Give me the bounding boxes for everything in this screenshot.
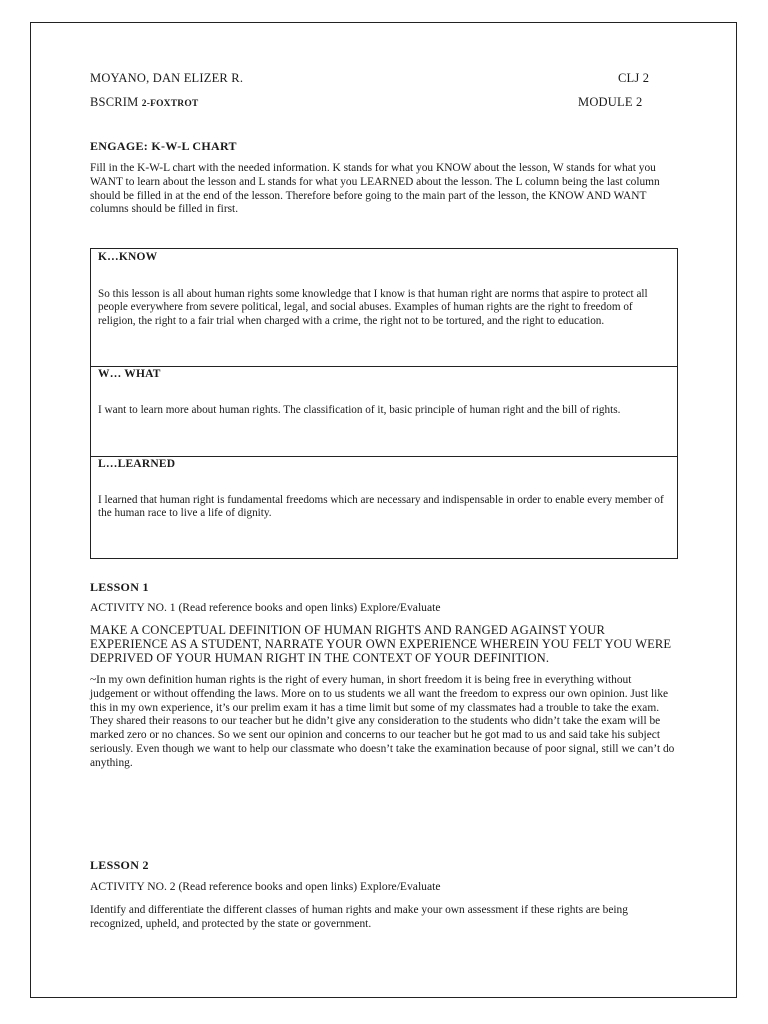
lesson2-instructions: Identify and differentiate the different classes of human rights and make your own assessment if these rights are being recognized, upheld, and protected by the state or government. — [90, 904, 628, 930]
kwl-know-title: K…KNOW — [98, 251, 158, 263]
program-prefix: BSCRIM — [90, 95, 142, 109]
lesson1-answer: ~In my own definition human rights is the right of every human, in short freedom it is being free in everything without judgement or without offending the laws. More on to us students we all want the freedom to express our own opinion. Just like this in my own experience, it’s our prelim exam it has a time limit but some of my classmates had a trouble to take the exam. They shared their reasons to our teacher but he didn’t give any consideration to the students who didn’t take the exam will be marked zero or no chances. So we sent our opinion and concerns to our teacher but he got mad to us and said take his subject seriously. Even though we want to help our classmate who doesn’t take the examination because of poor signal, still we can’t do anything. — [90, 674, 675, 769]
lesson1-title: LESSON 1 — [90, 580, 149, 594]
lesson1-prompt: MAKE A CONCEPTUAL DEFINITION OF HUMAN RIGHTS AND RANGED AGAINST YOUR EXPERIENCE AS A STUDENT, NARRATE YOUR OWN EXPERIENCE WHEREIN YOU FELT YOU WERE DEPRIVED OF YOUR HUMAN RIGHT IN THE CONTEXT OF YOUR DEFINITION. — [90, 623, 672, 665]
section-name: 2-FOXTROT — [141, 99, 199, 109]
kwl-know-text: So this lesson is all about human rights some knowledge that I know is that human right are norms that aspire to protect all people everywhere from severe political, legal, and social abuses. Examples of human rights are the right to freedom of religion, the right to a fair trial when charged with a crime, the right not to be tortured, and the right to education. — [98, 288, 648, 327]
engage-title: ENGAGE: K-W-L CHART — [90, 139, 237, 153]
lesson1-activity: ACTIVITY NO. 1 (Read reference books and open links) Explore/Evaluate — [90, 601, 441, 614]
kwl-what-section — [91, 366, 677, 456]
module-label: MODULE 2 — [578, 95, 643, 109]
engage-instructions: Fill in the K-W-L chart with the needed information. K stands for what you KNOW about the lesson, W stands for what you WANT to learn about the lesson and L stands for what you LEARNED about the lesson. The L column being the last column should be filled in at the end of the lesson. Therefore before going to the main part of the lesson, the KNOW AND WANT columns should be filled in first. — [90, 162, 660, 216]
kwl-learned-text: I learned that human right is fundamental freedoms which are necessary and indispensable in order to enable every member of the human race to live a life of dignity. — [98, 494, 664, 520]
lesson2-activity: ACTIVITY NO. 2 (Read reference books and open links) Explore/Evaluate — [90, 880, 441, 893]
course-code: CLJ 2 — [618, 71, 650, 85]
kwl-learned-title: L…LEARNED — [98, 458, 176, 470]
kwl-what-text: I want to learn more about human rights. The classification of it, basic principle of human right and the bill of rights. — [98, 404, 621, 416]
kwl-know-section — [91, 249, 677, 366]
program-section — [90, 95, 198, 110]
kwl-chart — [90, 248, 678, 559]
student-name: MOYANO, DAN ELIZER R. — [90, 71, 244, 85]
kwl-learned-section — [91, 456, 677, 558]
kwl-what-title: W… WHAT — [98, 368, 161, 380]
lesson2-title: LESSON 2 — [90, 858, 149, 872]
